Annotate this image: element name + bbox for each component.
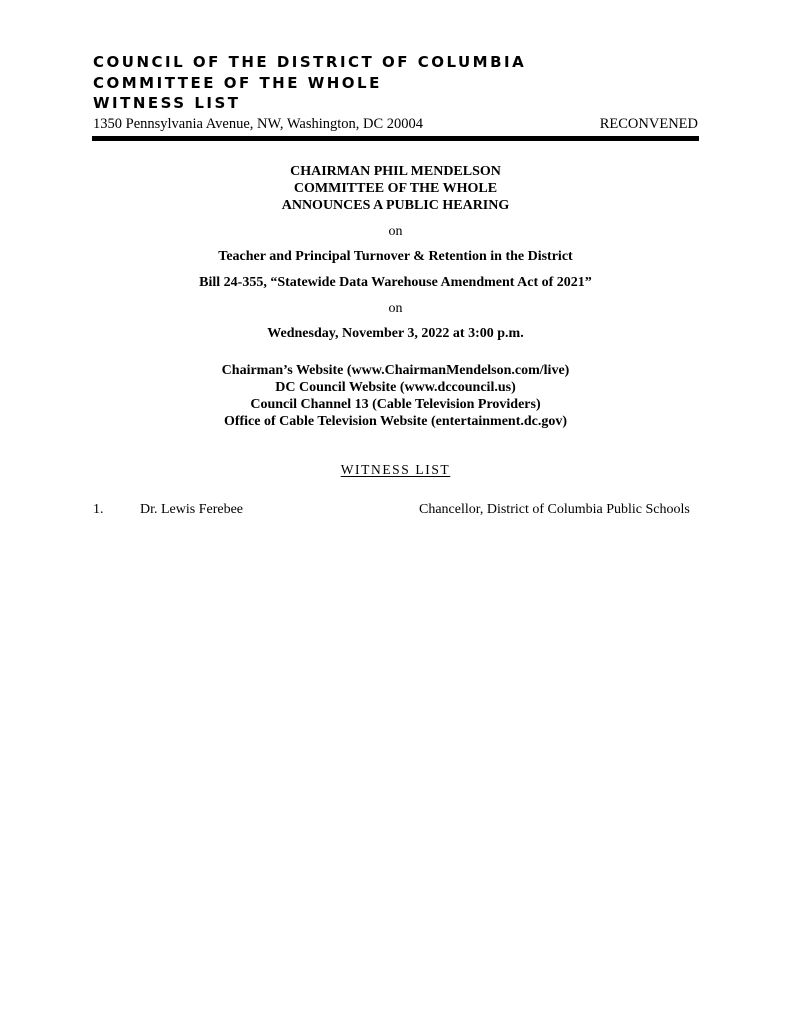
document-type: WITNESS LIST [93, 94, 241, 112]
hearing-topic: Teacher and Principal Turnover & Retention in the District [218, 249, 573, 264]
chairman-line: CHAIRMAN PHIL MENDELSON [290, 164, 501, 179]
viewing-option: DC Council Website (www.dccouncil.us) [275, 380, 516, 395]
hearing-datetime: Wednesday, November 3, 2022 at 3:00 p.m. [267, 326, 524, 341]
bill-title: Bill 24-355, “Statewide Data Warehouse Amendment Act of 2021” [199, 275, 592, 290]
witness-number: 1. [93, 502, 104, 517]
committee-name: COMMITTEE OF THE WHOLE [93, 74, 382, 92]
on-connector: on [388, 301, 403, 316]
viewing-option: Chairman’s Website (www.ChairmanMendelson.com/live) [221, 363, 570, 378]
org-name: COUNCIL OF THE DISTRICT OF COLUMBIA [93, 53, 527, 71]
committee-line: COMMITTEE OF THE WHOLE [293, 181, 498, 196]
witness-title: Chancellor, District of Columbia Public Schools [419, 502, 690, 517]
witness-list-heading [92, 461, 699, 478]
viewing-option: Council Channel 13 (Cable Television Providers) [250, 397, 541, 412]
witness-name: Dr. Lewis Ferebee [140, 502, 244, 517]
address: 1350 Pennsylvania Avenue, NW, Washington, DC 20004 [93, 116, 424, 132]
header-divider [92, 136, 699, 141]
viewing-option: Office of Cable Television Website (entertainment.dc.gov) [223, 414, 568, 429]
status-label: RECONVENED [599, 116, 698, 132]
witness-list-heading-text: WITNESS LIST [340, 462, 451, 477]
on-connector: on [388, 224, 403, 239]
announcement-line: ANNOUNCES A PUBLIC HEARING [281, 198, 510, 213]
